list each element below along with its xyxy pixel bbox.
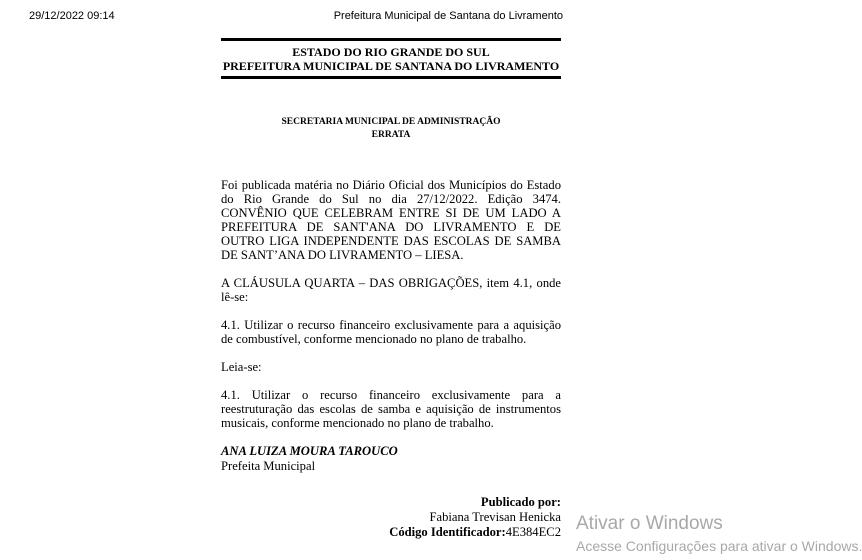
print-datetime: 29/12/2022 09:14 — [29, 10, 115, 22]
publisher-name: Fabiana Trevisan Henicka — [429, 510, 561, 524]
print-header — [29, 10, 563, 24]
banner-state: ESTADO DO RIO GRANDE DO SUL — [292, 45, 490, 59]
paragraph-read-as: Leia-se: — [221, 360, 262, 374]
paragraph-clause: A CLÁUSULA QUARTA – DAS OBRIGAÇÕES, item 4.1, onde lê-se: — [221, 276, 561, 304]
print-site-title: Prefeitura Municipal de Santana do Livramento — [333, 10, 563, 22]
windows-activation-watermark — [576, 512, 862, 555]
paragraph-corrected-text: 4.1. Utilizar o recurso financeiro exclusivamente para a reestruturação das escolas de samba e aquisição de instrumentos musicais, conforme mencionado no plano de trabalho. — [221, 388, 561, 430]
published-by-label: Publicado por: — [480, 495, 561, 509]
document — [221, 38, 561, 540]
section-heading — [221, 116, 561, 142]
code-label: Código Identificador: — [389, 525, 506, 539]
publication-block — [221, 495, 561, 540]
banner-municipality: PREFEITURA MUNICIPAL DE SANTANA DO LIVRAMENTO — [222, 59, 560, 73]
secretaria-title: SECRETARIA MUNICIPAL DE ADMINISTRAÇÃO — [281, 117, 501, 127]
document-type: ERRATA — [371, 130, 411, 140]
signatory-title: Prefeita Municipal — [221, 459, 316, 473]
signatory-name: ANA LUIZA MOURA TAROUCO — [221, 444, 398, 458]
paragraph-original-text: 4.1. Utilizar o recurso financeiro exclusivamente para a aquisição de combustível, conforme mencionado no plano de trabalho. — [221, 318, 561, 346]
banner — [221, 41, 561, 76]
code-value: 4E384EC2 — [505, 525, 561, 539]
watermark-subtitle: Acesse Configurações para ativar o Windows. — [576, 538, 862, 554]
paragraph-publication: Foi publicada matéria no Diário Oficial dos Municípios do Estado do Rio Grande do Sul no dia 27/12/2022. Edição 3474. CONVÊNIO QUE CELEBRAM ENTRE SI DE UM LADO A PREFEITURA DE SANT'ANA DO LIVRAMENTO E DE OUTRO LIGA INDEPENDENTE DAS ESCOLAS DE SAMBA DE SANT’ANA DO LIVRAMENTO – LIESA. — [221, 178, 561, 262]
watermark-title: Ativar o Windows — [576, 513, 723, 534]
banner-bottom-rule — [221, 76, 561, 79]
